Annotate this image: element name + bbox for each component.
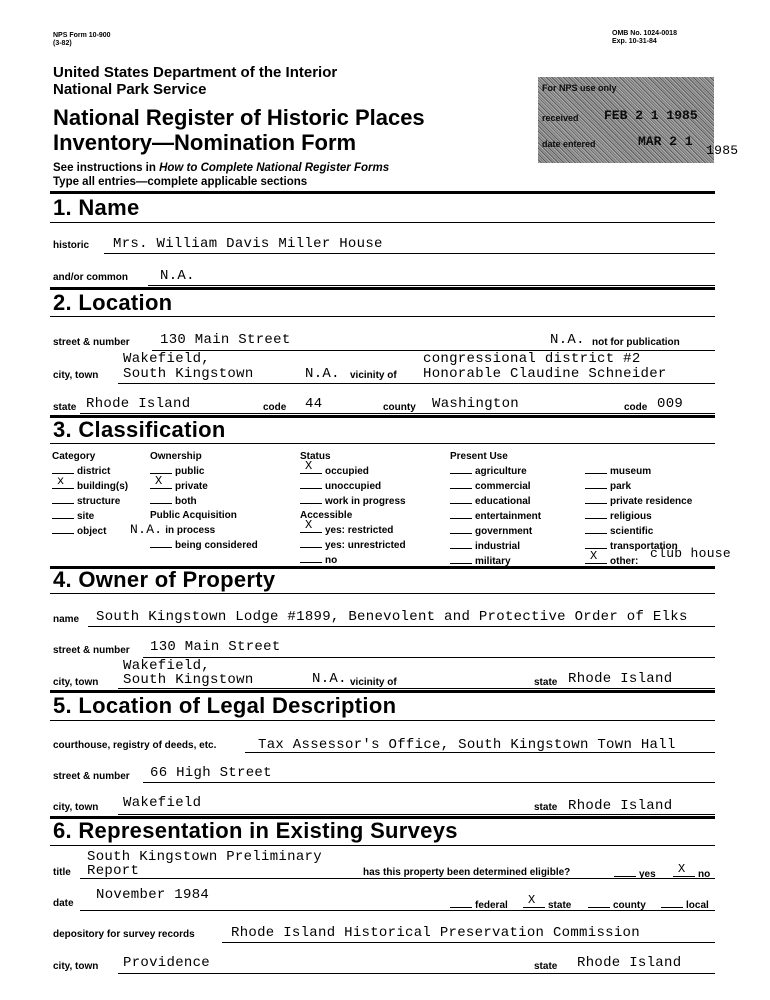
checkbox-row[interactable]: district: [52, 464, 128, 479]
checkbox-row[interactable]: military: [450, 554, 541, 569]
eligible-yes[interactable]: yes: [614, 867, 656, 880]
other-use-value[interactable]: club house: [650, 546, 732, 561]
checkbox-row[interactable]: object: [52, 524, 128, 539]
owner-street[interactable]: 130 Main Street: [150, 639, 281, 655]
county-label: county: [383, 402, 416, 413]
stamp-year: 1985: [706, 143, 739, 158]
underline: [222, 942, 715, 943]
checkbox-row[interactable]: private residence: [585, 494, 692, 509]
survey-title-line1[interactable]: South Kingstown Preliminary: [87, 849, 322, 865]
survey-state-label: state: [534, 961, 558, 972]
checkbox-row[interactable]: transportation: [585, 539, 692, 554]
checkbox-row[interactable]: site: [52, 509, 128, 524]
owner-city-label: city, town: [53, 677, 99, 688]
instructions: See instructions in How to Complete National Register Forms Type all entries—complete applicable sections: [53, 162, 390, 188]
location-city-line2[interactable]: South Kingstown: [123, 366, 254, 382]
level-state[interactable]: X state: [523, 898, 571, 911]
checkbox-row[interactable]: work in progress: [300, 494, 406, 509]
location-county[interactable]: Washington: [432, 396, 520, 412]
checkbox-row[interactable]: yes: unrestricted: [300, 538, 406, 553]
section-6-heading: 6. Representation in Existing Surveys: [53, 818, 458, 843]
underline: [80, 413, 715, 414]
location-state[interactable]: Rhode Island: [86, 396, 191, 412]
level-county[interactable]: county: [588, 898, 646, 911]
status-column: Status X occupied unoccupied work in progress Accessible X yes: restricted yes: unrestricted no: [300, 451, 406, 566]
agency-header: United States Department of the Interior National Park Service: [53, 64, 338, 98]
underline: [118, 383, 715, 384]
checkbox-row[interactable]: X private: [150, 479, 258, 494]
vicinity-label: vicinity of: [350, 370, 397, 381]
owner-city-line2[interactable]: South Kingstown: [123, 672, 254, 688]
county-code-label: code: [624, 402, 648, 413]
checkbox-row[interactable]: structure: [52, 494, 128, 509]
state-code[interactable]: 44: [305, 396, 323, 412]
checkbox-row[interactable]: commercial: [450, 479, 541, 494]
not-for-publication-label: not for publication: [592, 337, 680, 348]
owner-vicinity-value[interactable]: N.A.: [312, 671, 347, 687]
owner-state-label: state: [534, 677, 558, 688]
legal-state-label: state: [534, 802, 558, 813]
section-divider: [50, 191, 715, 194]
category-column: Category district x building(s) structure site object: [52, 451, 129, 537]
legal-street-label: street & number: [53, 771, 130, 782]
section-divider: [50, 316, 715, 317]
checkbox-row[interactable]: X other:: [585, 554, 692, 569]
survey-date-label: date: [53, 898, 74, 909]
code-label: code: [263, 402, 287, 413]
section-divider: [50, 593, 715, 594]
level-federal[interactable]: federal: [450, 898, 508, 911]
survey-city-label: city, town: [53, 961, 99, 972]
section-4-heading: 4. Owner of Property: [53, 567, 276, 592]
omb-number: OMB No. 1024-0018 Exp. 10-31-84: [612, 30, 677, 45]
checkbox-row[interactable]: educational: [450, 494, 541, 509]
survey-state[interactable]: Rhode Island: [577, 955, 682, 971]
checkbox-row[interactable]: agriculture: [450, 464, 541, 479]
checkbox-row[interactable]: X yes: restricted: [300, 523, 406, 538]
level-local[interactable]: local: [661, 898, 709, 911]
checkbox-row[interactable]: religious: [585, 509, 692, 524]
underline: [118, 688, 715, 689]
depository-label: depository for survey records: [53, 929, 195, 940]
checkbox-row[interactable]: museum: [585, 464, 692, 479]
state-label: state: [53, 402, 77, 413]
checkbox-row[interactable]: unoccupied: [300, 479, 406, 494]
checkbox-row[interactable]: both: [150, 494, 258, 509]
underline: [148, 285, 715, 286]
location-city-line1[interactable]: Wakefield,: [123, 351, 211, 367]
underline: [118, 814, 715, 815]
checkbox-row[interactable]: park: [585, 479, 692, 494]
legal-street[interactable]: 66 High Street: [150, 765, 272, 781]
underline: [80, 878, 715, 879]
underline: [245, 752, 715, 753]
courthouse-value[interactable]: Tax Assessor's Office, South Kingstown Town Hall: [258, 737, 676, 753]
section-3-heading: 3. Classification: [53, 417, 226, 442]
checkbox-row[interactable]: industrial: [450, 539, 541, 554]
owner-state[interactable]: Rhode Island: [568, 671, 673, 687]
present-use-column: Present Use agriculture commercial educational entertainment government industrial military: [450, 451, 542, 567]
checkbox-row[interactable]: entertainment: [450, 509, 541, 524]
checkbox-row[interactable]: x building(s): [52, 479, 128, 494]
historic-label: historic: [53, 240, 90, 251]
owner-city-line1[interactable]: Wakefield,: [123, 658, 211, 674]
section-divider: [50, 222, 715, 223]
underline: [143, 782, 715, 783]
section-1-heading: 1. Name: [53, 195, 140, 220]
checkbox-row[interactable]: government: [450, 524, 541, 539]
survey-title-label: title: [53, 867, 71, 878]
section-2-heading: 2. Location: [53, 290, 173, 315]
legal-state[interactable]: Rhode Island: [568, 798, 673, 814]
courthouse-label: courthouse, registry of deeds, etc.: [53, 740, 217, 751]
section-divider: [50, 443, 715, 444]
survey-title-line2[interactable]: Report: [87, 863, 140, 879]
checkbox-row[interactable]: public: [150, 464, 258, 479]
underline: [80, 910, 715, 911]
eligible-question: has this property been determined eligible?: [363, 867, 571, 878]
eligible-no[interactable]: X no: [673, 867, 710, 880]
section-5-heading: 5. Location of Legal Description: [53, 693, 397, 718]
section-divider: [50, 720, 715, 721]
survey-date[interactable]: November 1984: [96, 887, 210, 903]
form-number: NPS Form 10-900 (3-82): [53, 32, 111, 47]
checkbox-row[interactable]: no: [300, 553, 406, 568]
underline: [118, 973, 715, 974]
owner-name-label: name: [53, 614, 80, 625]
legal-city[interactable]: Wakefield: [123, 795, 202, 811]
legal-city-label: city, town: [53, 802, 99, 813]
underline: [88, 626, 715, 627]
depository-value[interactable]: Rhode Island Historical Preservation Commission: [231, 925, 640, 941]
city-label: city, town: [53, 370, 99, 381]
common-label: and/or common: [53, 272, 129, 283]
survey-city[interactable]: Providence: [123, 955, 211, 971]
congressional-rep[interactable]: Honorable Claudine Schneider: [423, 366, 667, 382]
street-label: street & number: [53, 337, 130, 348]
nps-use-stamp: For NPS use only received FEB 2 1 1985 date entered MAR 2 1: [538, 77, 714, 163]
historic-name[interactable]: Mrs. William Davis Miller House: [113, 236, 383, 252]
owner-name[interactable]: South Kingstown Lodge #1899, Benevolent and Protective Order of Elks: [96, 609, 688, 625]
location-street[interactable]: 130 Main Street: [160, 332, 291, 348]
ownership-column: Ownership public X private both Public Acquisition N.A. in process being considered: [130, 451, 258, 551]
checkbox-row[interactable]: N.A. in process: [130, 522, 216, 537]
underline: [104, 253, 715, 254]
congressional-district[interactable]: congressional district #2: [423, 351, 641, 367]
underline: [143, 657, 715, 658]
checkbox-row[interactable]: being considered: [150, 538, 258, 553]
county-code[interactable]: 009: [657, 396, 684, 412]
not-for-publication-value[interactable]: N.A.: [550, 332, 585, 348]
owner-vicinity-label: vicinity of: [350, 677, 397, 688]
form-title: National Register of Historic Places Inventory—Nomination Form: [53, 105, 425, 155]
checkbox-row[interactable]: X occupied: [300, 464, 406, 479]
vicinity-value[interactable]: N.A.: [305, 366, 340, 382]
owner-street-label: street & number: [53, 645, 130, 656]
section-divider: [50, 845, 715, 846]
checkbox-row[interactable]: scientific: [585, 524, 692, 539]
common-name[interactable]: N.A.: [160, 268, 195, 284]
